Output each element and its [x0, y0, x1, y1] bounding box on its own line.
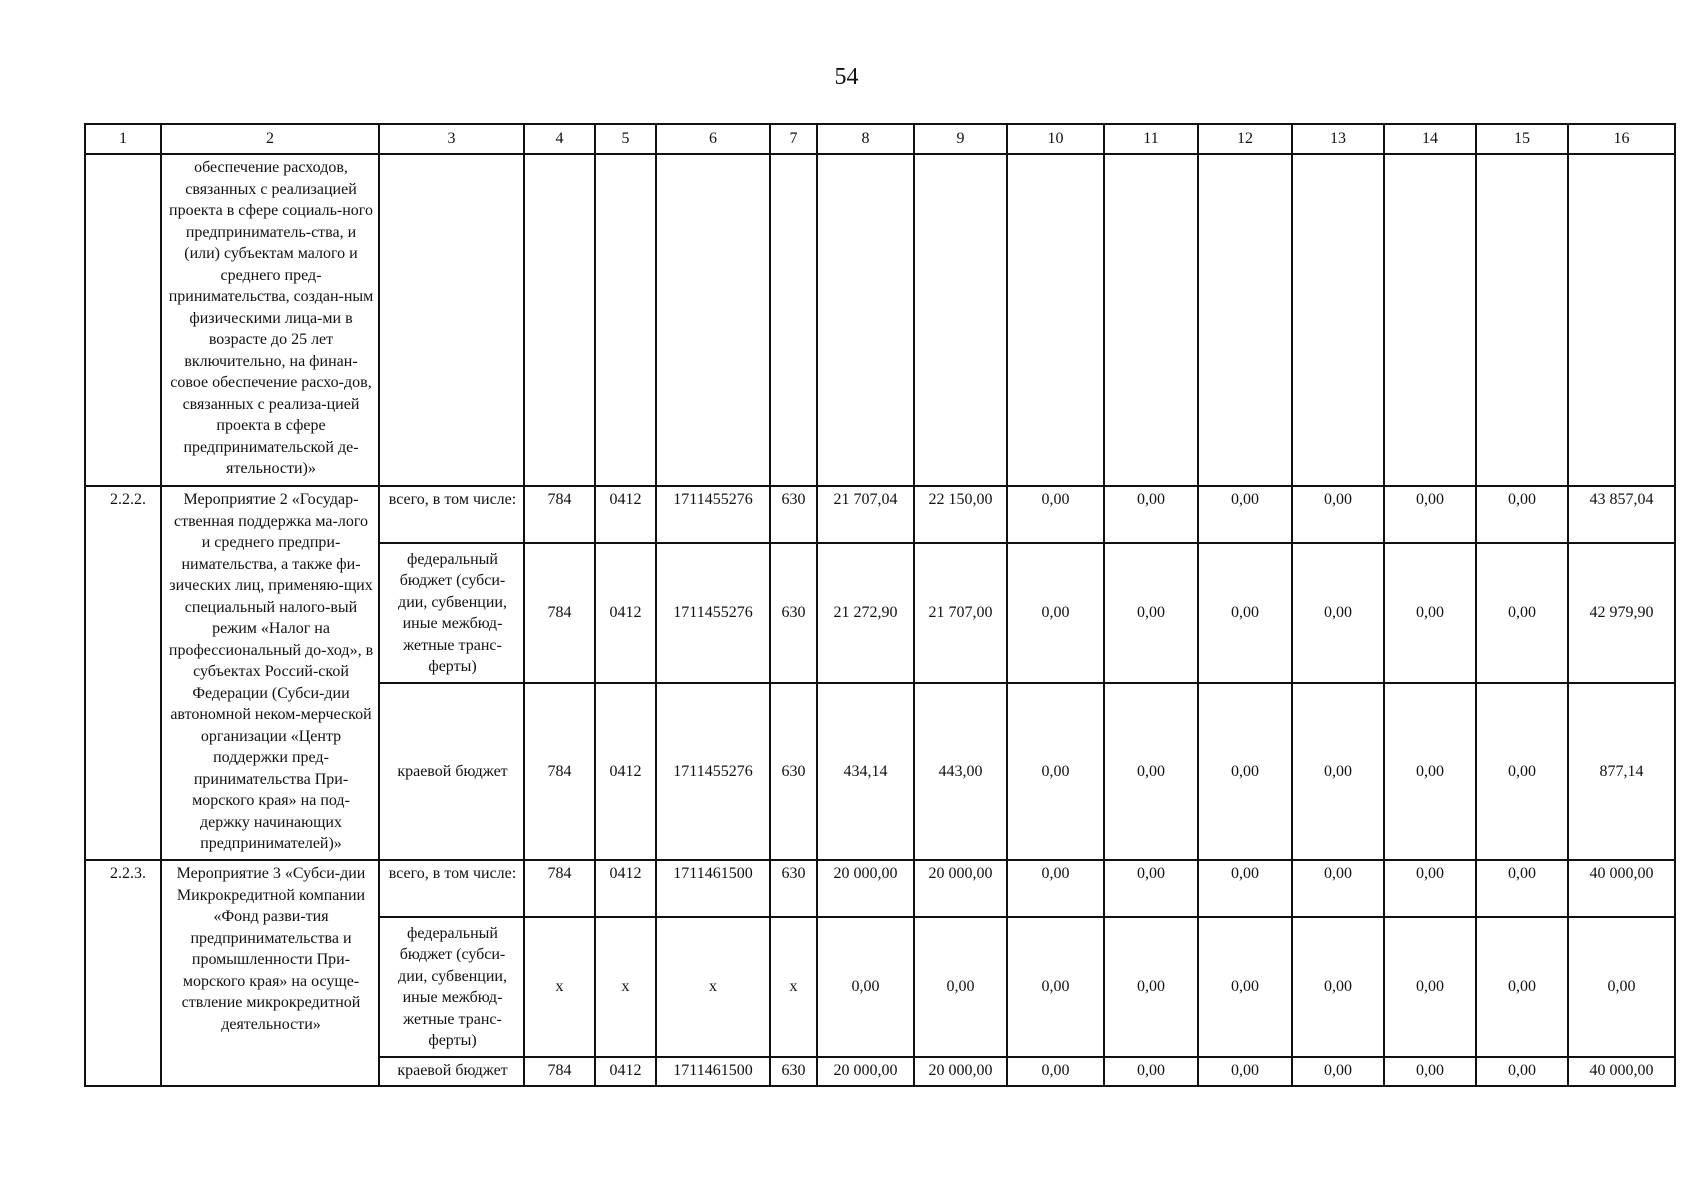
amount-cell: 20 000,00 [817, 860, 914, 917]
measure-title: Мероприятие 2 «Государ-ственная поддержка ма-лого и среднего предпри-нимательства, а также фи-зических лиц, применяю-щих специальный налого-вый режим «Налог на профессиональный до-ход», в субъектах Россий-ской Федерации (Субси-дии автономной неком-мерческой организации «Центр поддержки пред-принимательства При-морского края» на под-держку начинающих предпринимателей)» [161, 486, 379, 860]
amount-cell: 0,00 [1476, 917, 1568, 1057]
header-cell: 16 [1568, 124, 1675, 154]
section-code: х [595, 917, 656, 1057]
empty-cell [1292, 154, 1384, 486]
header-cell: 1 [85, 124, 161, 154]
empty-cell [379, 154, 524, 486]
funding-source: всего, в том числе: [379, 860, 524, 917]
amount-cell: 0,00 [1384, 543, 1476, 683]
amount-cell: 0,00 [1198, 860, 1292, 917]
amount-cell: 0,00 [1384, 486, 1476, 543]
section-code: 0412 [595, 683, 656, 860]
amount-cell: 40 000,00 [1568, 1057, 1675, 1086]
empty-cell [1007, 154, 1104, 486]
ministry-code: 784 [524, 683, 595, 860]
amount-cell: 0,00 [1007, 486, 1104, 543]
continuation-row [85, 154, 1675, 486]
header-cell: 2 [161, 124, 379, 154]
ministry-code: 784 [524, 543, 595, 683]
amount-cell: 0,00 [1104, 1057, 1198, 1086]
amount-cell: 0,00 [1384, 683, 1476, 860]
amount-cell: 22 150,00 [914, 486, 1007, 543]
amount-cell: 0,00 [1384, 860, 1476, 917]
measure-code: 2.2.3. [85, 860, 161, 1086]
amount-cell: 0,00 [1292, 860, 1384, 917]
measure-row [85, 486, 1675, 543]
amount-cell: 0,00 [1476, 543, 1568, 683]
empty-cell [1104, 154, 1198, 486]
amount-cell: 20 000,00 [914, 1057, 1007, 1086]
header-cell: 12 [1198, 124, 1292, 154]
target-article-code: 1711455276 [656, 683, 770, 860]
amount-cell: 0,00 [1104, 486, 1198, 543]
amount-cell: 0,00 [1198, 543, 1292, 683]
measure-code: 2.2.2. [85, 486, 161, 860]
header-cell: 6 [656, 124, 770, 154]
amount-cell: 20 000,00 [817, 1057, 914, 1086]
amount-cell: 0,00 [1198, 683, 1292, 860]
amount-cell: 877,14 [1568, 683, 1675, 860]
amount-cell: 0,00 [1104, 860, 1198, 917]
section-code: 0412 [595, 486, 656, 543]
amount-cell: 0,00 [1292, 486, 1384, 543]
expense-type-code: 630 [770, 860, 817, 917]
amount-cell: 0,00 [1198, 1057, 1292, 1086]
funding-source: федеральный бюджет (субси-дии, субвенции, иные межбюд-жетные транс-ферты) [379, 543, 524, 683]
ministry-code: х [524, 917, 595, 1057]
expense-type-code: 630 [770, 1057, 817, 1086]
empty-cell [817, 154, 914, 486]
header-cell: 11 [1104, 124, 1198, 154]
amount-cell: 443,00 [914, 683, 1007, 860]
amount-cell: 0,00 [1568, 917, 1675, 1057]
amount-cell: 21 272,90 [817, 543, 914, 683]
amount-cell: 0,00 [1476, 1057, 1568, 1086]
measure-row [85, 860, 1675, 917]
amount-cell: 0,00 [1104, 683, 1198, 860]
amount-cell: 0,00 [1198, 486, 1292, 543]
empty-cell [85, 154, 161, 486]
amount-cell: 40 000,00 [1568, 860, 1675, 917]
header-cell: 10 [1007, 124, 1104, 154]
target-article-code: 1711455276 [656, 543, 770, 683]
expense-type-code: 630 [770, 486, 817, 543]
amount-cell: 434,14 [817, 683, 914, 860]
target-article-code: 1711455276 [656, 486, 770, 543]
amount-cell: 0,00 [1007, 860, 1104, 917]
amount-cell: 0,00 [1292, 917, 1384, 1057]
header-cell: 8 [817, 124, 914, 154]
amount-cell: 43 857,04 [1568, 486, 1675, 543]
amount-cell: 0,00 [1384, 917, 1476, 1057]
header-cell: 14 [1384, 124, 1476, 154]
empty-cell [656, 154, 770, 486]
amount-cell: 0,00 [817, 917, 914, 1057]
empty-cell [1384, 154, 1476, 486]
amount-cell: 0,00 [1007, 1057, 1104, 1086]
expense-type-code: 630 [770, 543, 817, 683]
empty-cell [914, 154, 1007, 486]
section-code: 0412 [595, 860, 656, 917]
header-cell: 13 [1292, 124, 1384, 154]
header-cell: 15 [1476, 124, 1568, 154]
amount-cell: 0,00 [1476, 683, 1568, 860]
empty-cell [1476, 154, 1568, 486]
header-cell: 7 [770, 124, 817, 154]
amount-cell: 20 000,00 [914, 860, 1007, 917]
amount-cell: 21 707,04 [817, 486, 914, 543]
target-article-code: 1711461500 [656, 860, 770, 917]
continuation-text: обеспечение расходов, связанных с реализацией проекта в сфере социаль-ного предприниматель-ства, и (или) субъектам малого и среднего пред-принимательства, создан-ным физическими лица-ми в возрасте до 25 лет включительно, на финан-совое обеспечение расхо-дов, связанных с реализа-цией проекта в сфере предпринимательской де-ятельности)» [161, 154, 379, 486]
header-cell: 5 [595, 124, 656, 154]
header-cell: 9 [914, 124, 1007, 154]
empty-cell [595, 154, 656, 486]
amount-cell: 21 707,00 [914, 543, 1007, 683]
header-row [85, 124, 1675, 154]
expense-type-code: х [770, 917, 817, 1057]
empty-cell [1198, 154, 1292, 486]
amount-cell: 0,00 [914, 917, 1007, 1057]
amount-cell: 0,00 [1476, 486, 1568, 543]
amount-cell: 0,00 [1384, 1057, 1476, 1086]
header-cell: 4 [524, 124, 595, 154]
funding-source: краевой бюджет [379, 683, 524, 860]
ministry-code: 784 [524, 1057, 595, 1086]
amount-cell: 0,00 [1007, 683, 1104, 860]
empty-cell [770, 154, 817, 486]
amount-cell: 0,00 [1292, 543, 1384, 683]
amount-cell: 42 979,90 [1568, 543, 1675, 683]
page-number: 54 [834, 64, 859, 90]
section-code: 0412 [595, 1057, 656, 1086]
ministry-code: 784 [524, 486, 595, 543]
empty-cell [524, 154, 595, 486]
amount-cell: 0,00 [1104, 543, 1198, 683]
target-article-code: х [656, 917, 770, 1057]
amount-cell: 0,00 [1476, 860, 1568, 917]
amount-cell: 0,00 [1292, 683, 1384, 860]
expense-type-code: 630 [770, 683, 817, 860]
budget-table [84, 123, 1676, 1087]
header-cell: 3 [379, 124, 524, 154]
measure-title: Мероприятие 3 «Субси-дии Микрокредитной компании «Фонд разви-тия предпринимательства и промышленности При-морского края» на осуще-ствление микрокредитной деятельности» [161, 860, 379, 1086]
empty-cell [1568, 154, 1675, 486]
section-code: 0412 [595, 543, 656, 683]
amount-cell: 0,00 [1292, 1057, 1384, 1086]
amount-cell: 0,00 [1198, 917, 1292, 1057]
target-article-code: 1711461500 [656, 1057, 770, 1086]
funding-source: краевой бюджет [379, 1057, 524, 1086]
funding-source: федеральный бюджет (субси-дии, субвенции, иные межбюд-жетные транс-ферты) [379, 917, 524, 1057]
funding-source: всего, в том числе: [379, 486, 524, 543]
ministry-code: 784 [524, 860, 595, 917]
amount-cell: 0,00 [1104, 917, 1198, 1057]
amount-cell: 0,00 [1007, 543, 1104, 683]
amount-cell: 0,00 [1007, 917, 1104, 1057]
